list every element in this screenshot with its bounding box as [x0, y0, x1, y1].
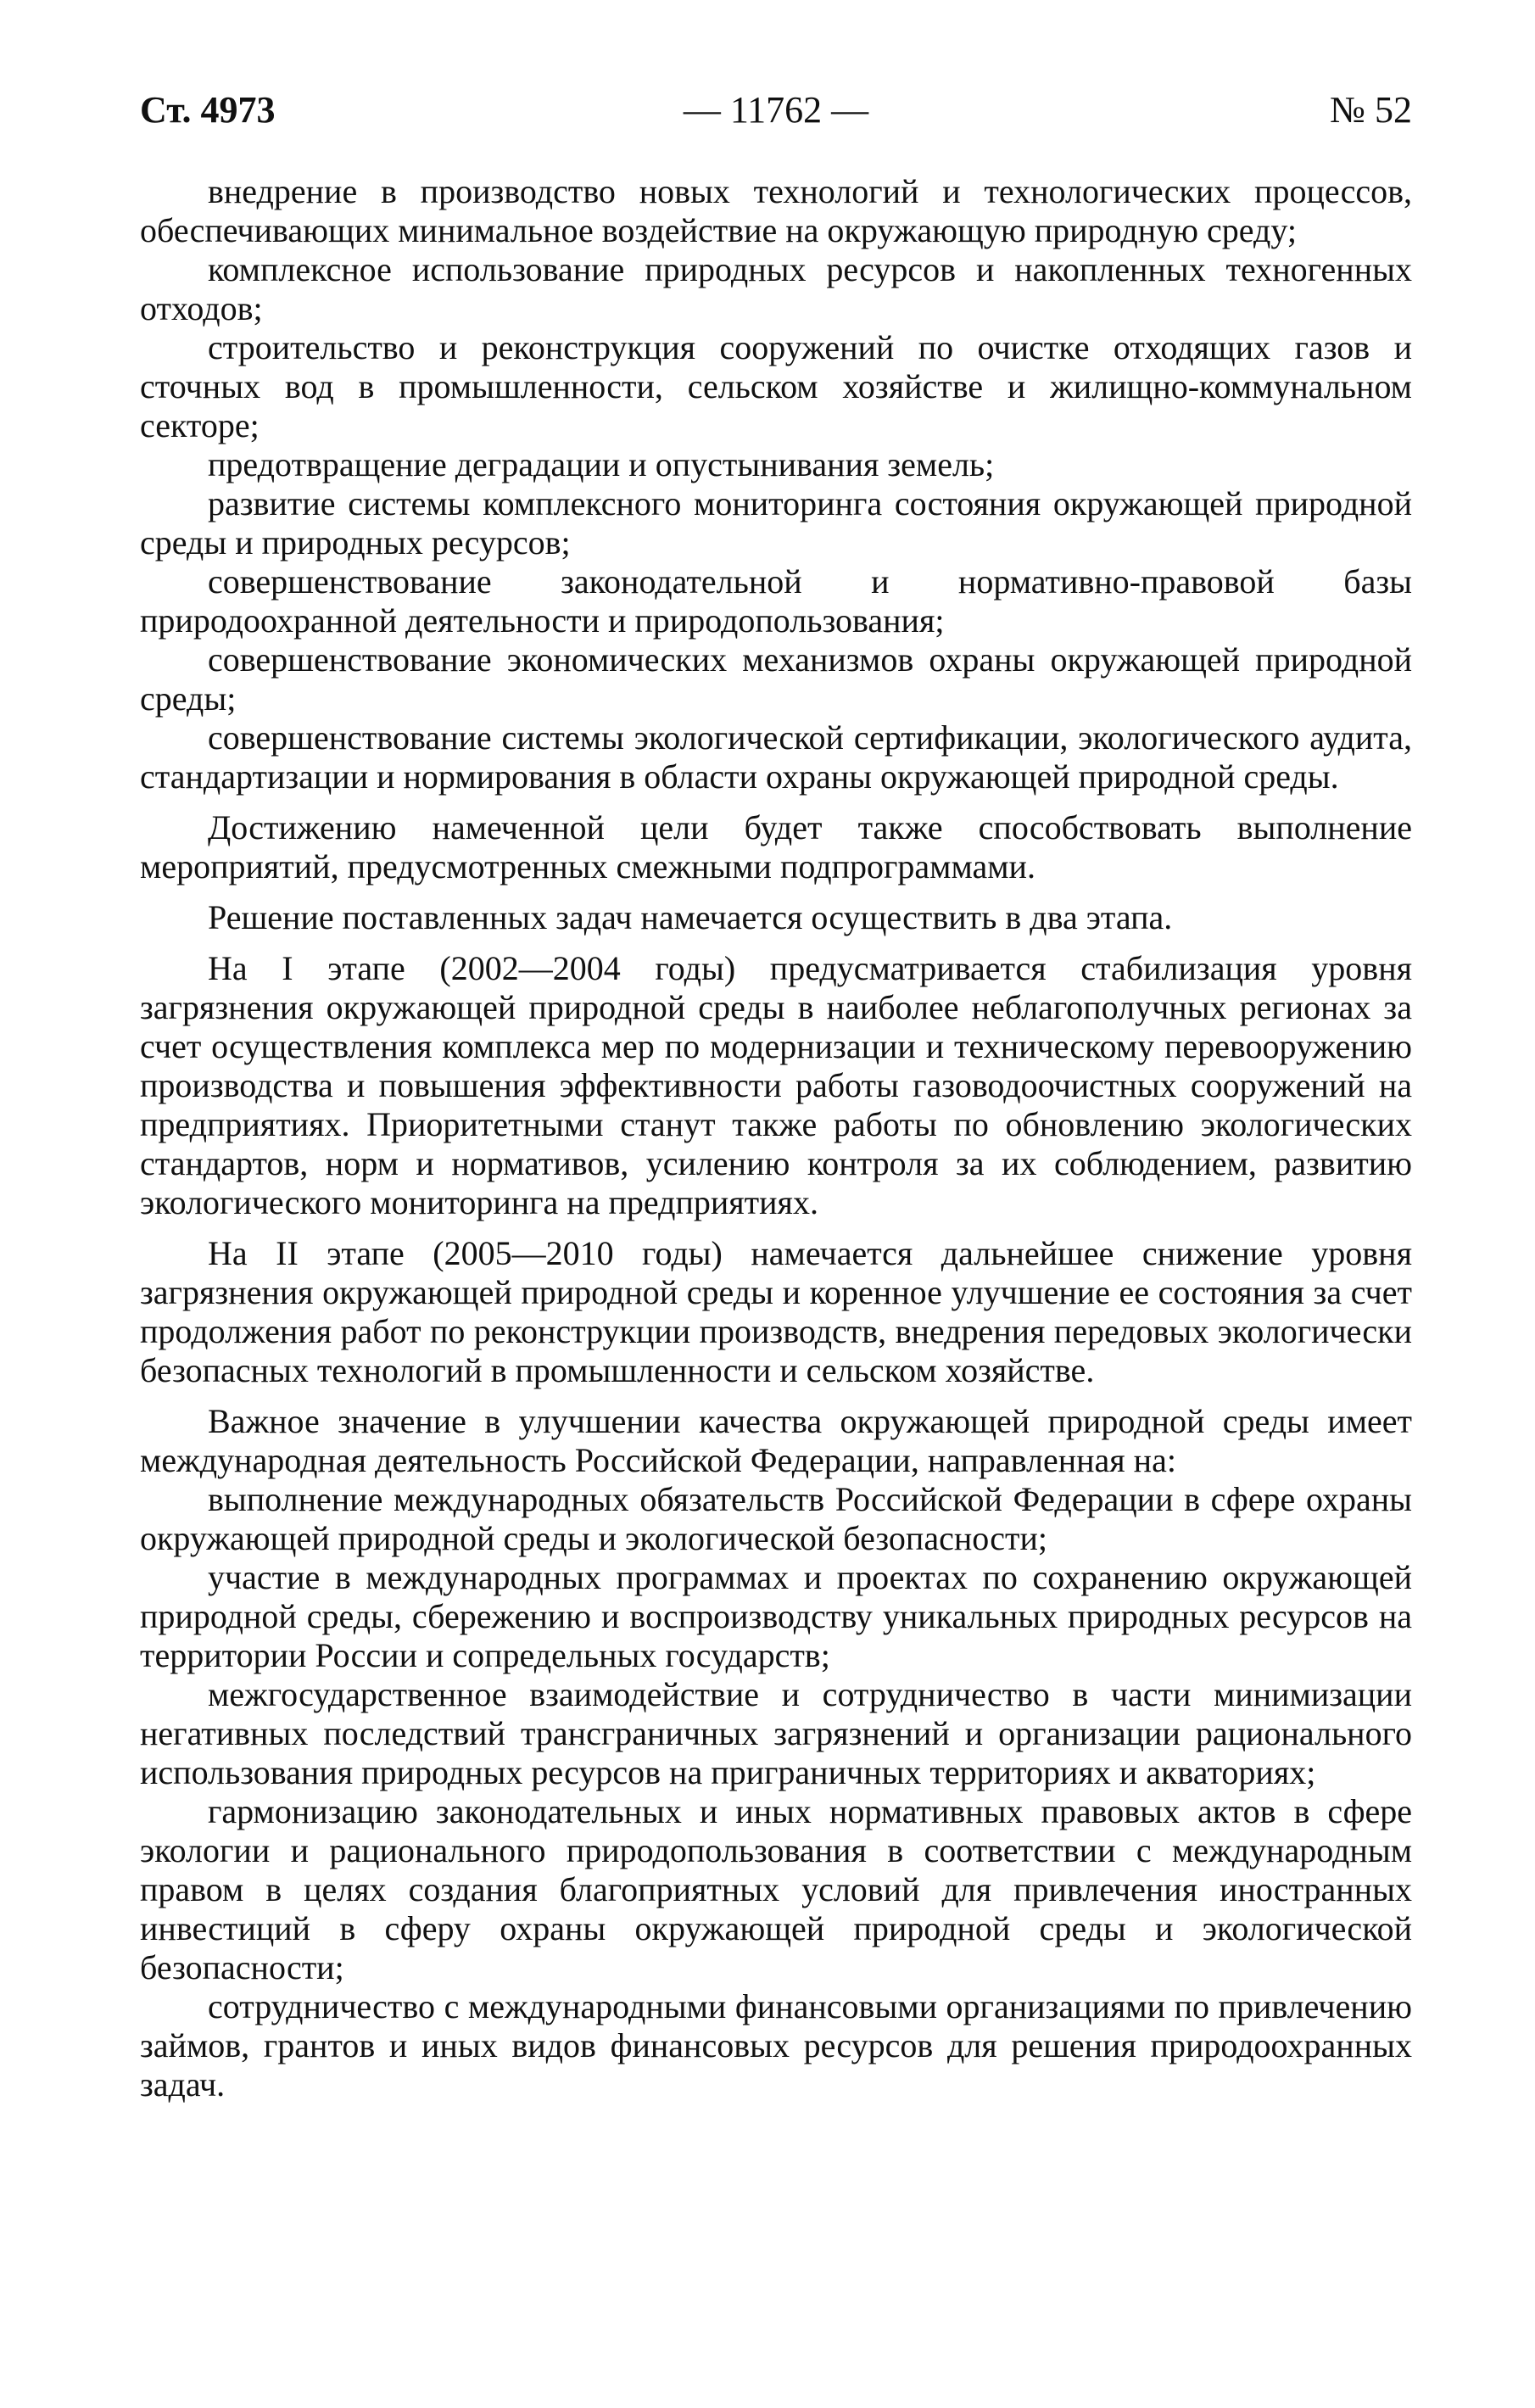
page-header — [140, 81, 1412, 140]
paragraph: строительство и реконструкция сооружений по очистке отходящих газов и сточных вод в промышленности, сельском хозяйстве и жилищно-коммунальном секторе; — [140, 328, 1412, 444]
paragraph: выполнение международных обязательств Российской Федерации в сфере охраны окружающей природной среды и экологической безопасности; — [140, 1480, 1412, 1557]
issue-number: № 52 — [1330, 89, 1412, 131]
paragraph: совершенствование экономических механизмов охраны окружающей природной среды; — [140, 640, 1412, 718]
article-number: Ст. 4973 — [140, 89, 276, 131]
paragraph: развитие системы комплексного мониторинга состояния окружающей природной среды и природных ресурсов; — [140, 484, 1412, 561]
paragraph: совершенствование законодательной и нормативно-правовой базы природоохранной деятельности и природопользования; — [140, 562, 1412, 640]
paragraph: межгосударственное взаимодействие и сотрудничество в части минимизации негативных последствий трансграничных загрязнений и организации рационального использования природных ресурсов на приграничных территориях и акваториях; — [140, 1675, 1412, 1791]
paragraph: предотвращение деградации и опустынивания земель; — [208, 445, 995, 483]
paragraph: совершенствование системы экологической сертификации, экологического аудита, стандартизации и нормирования в области охраны окружающей природной среды. — [140, 718, 1412, 796]
paragraph: Достижению намеченной цели будет также способствовать выполнение мероприятий, предусмотренных смежными подпрограммами. — [140, 808, 1412, 886]
paragraph: гармонизацию законодательных и иных нормативных правовых актов в сфере экологии и рационального природопользования в соответствии с международным правом в целях создания благоприятных условий для привлечения иностранных инвестиций в сферу охраны окружающей природной среды и экологической безопасности; — [140, 1792, 1412, 1986]
paragraph: На II этапе (2005—2010 годы) намечается дальнейшее снижение уровня загрязнения окружающей природной среды и коренное улучшение ее состояния за счет продолжения работ по реконструкции производств, внедрения передовых экологически безопасных технологий в промышленности и сельском хозяйстве. — [140, 1234, 1412, 1389]
page-number: — 11762 — — [683, 89, 869, 131]
paragraph: внедрение в производство новых технологий и технологических процессов, обеспечивающих минимальное воздействие на окружающую природную среду; — [140, 172, 1412, 249]
paragraph: На I этапе (2002—2004 годы) предусматривается стабилизация уровня загрязнения окружающей природной среды в наиболее неблагополучных регионах за счет осуществления комплекса мер по модернизации и техническому перевооружению производства и повышения эффективности работы газоводоочистных сооружений на предприятиях. Приоритетными станут также работы по обновлению экологических стандартов, норм и нормативов, усилению контроля за их соблюдением, развитию экологического мониторинга на предприятиях. — [140, 949, 1412, 1221]
paragraph: сотрудничество с международными финансовыми организациями по привлечению займов, грантов и иных видов финансовых ресурсов для решения природоохранных задач. — [140, 1987, 1412, 2104]
paragraph: Важное значение в улучшении качества окружающей природной среды имеет международная деятельность Российской Федерации, направленная на: — [140, 1402, 1412, 1479]
paragraph: комплексное использование природных ресурсов и накопленных техногенных отходов; — [140, 250, 1412, 327]
paragraph: Решение поставленных задач намечается осуществить в два этапа. — [208, 898, 1173, 936]
document-body — [140, 172, 1412, 2104]
document-page — [140, 81, 1412, 2104]
paragraph: участие в международных программах и проектах по сохранению окружающей природной среды, сбережению и воспроизводству уникальных природных ресурсов на территории России и сопредельных государств; — [140, 1558, 1412, 1674]
